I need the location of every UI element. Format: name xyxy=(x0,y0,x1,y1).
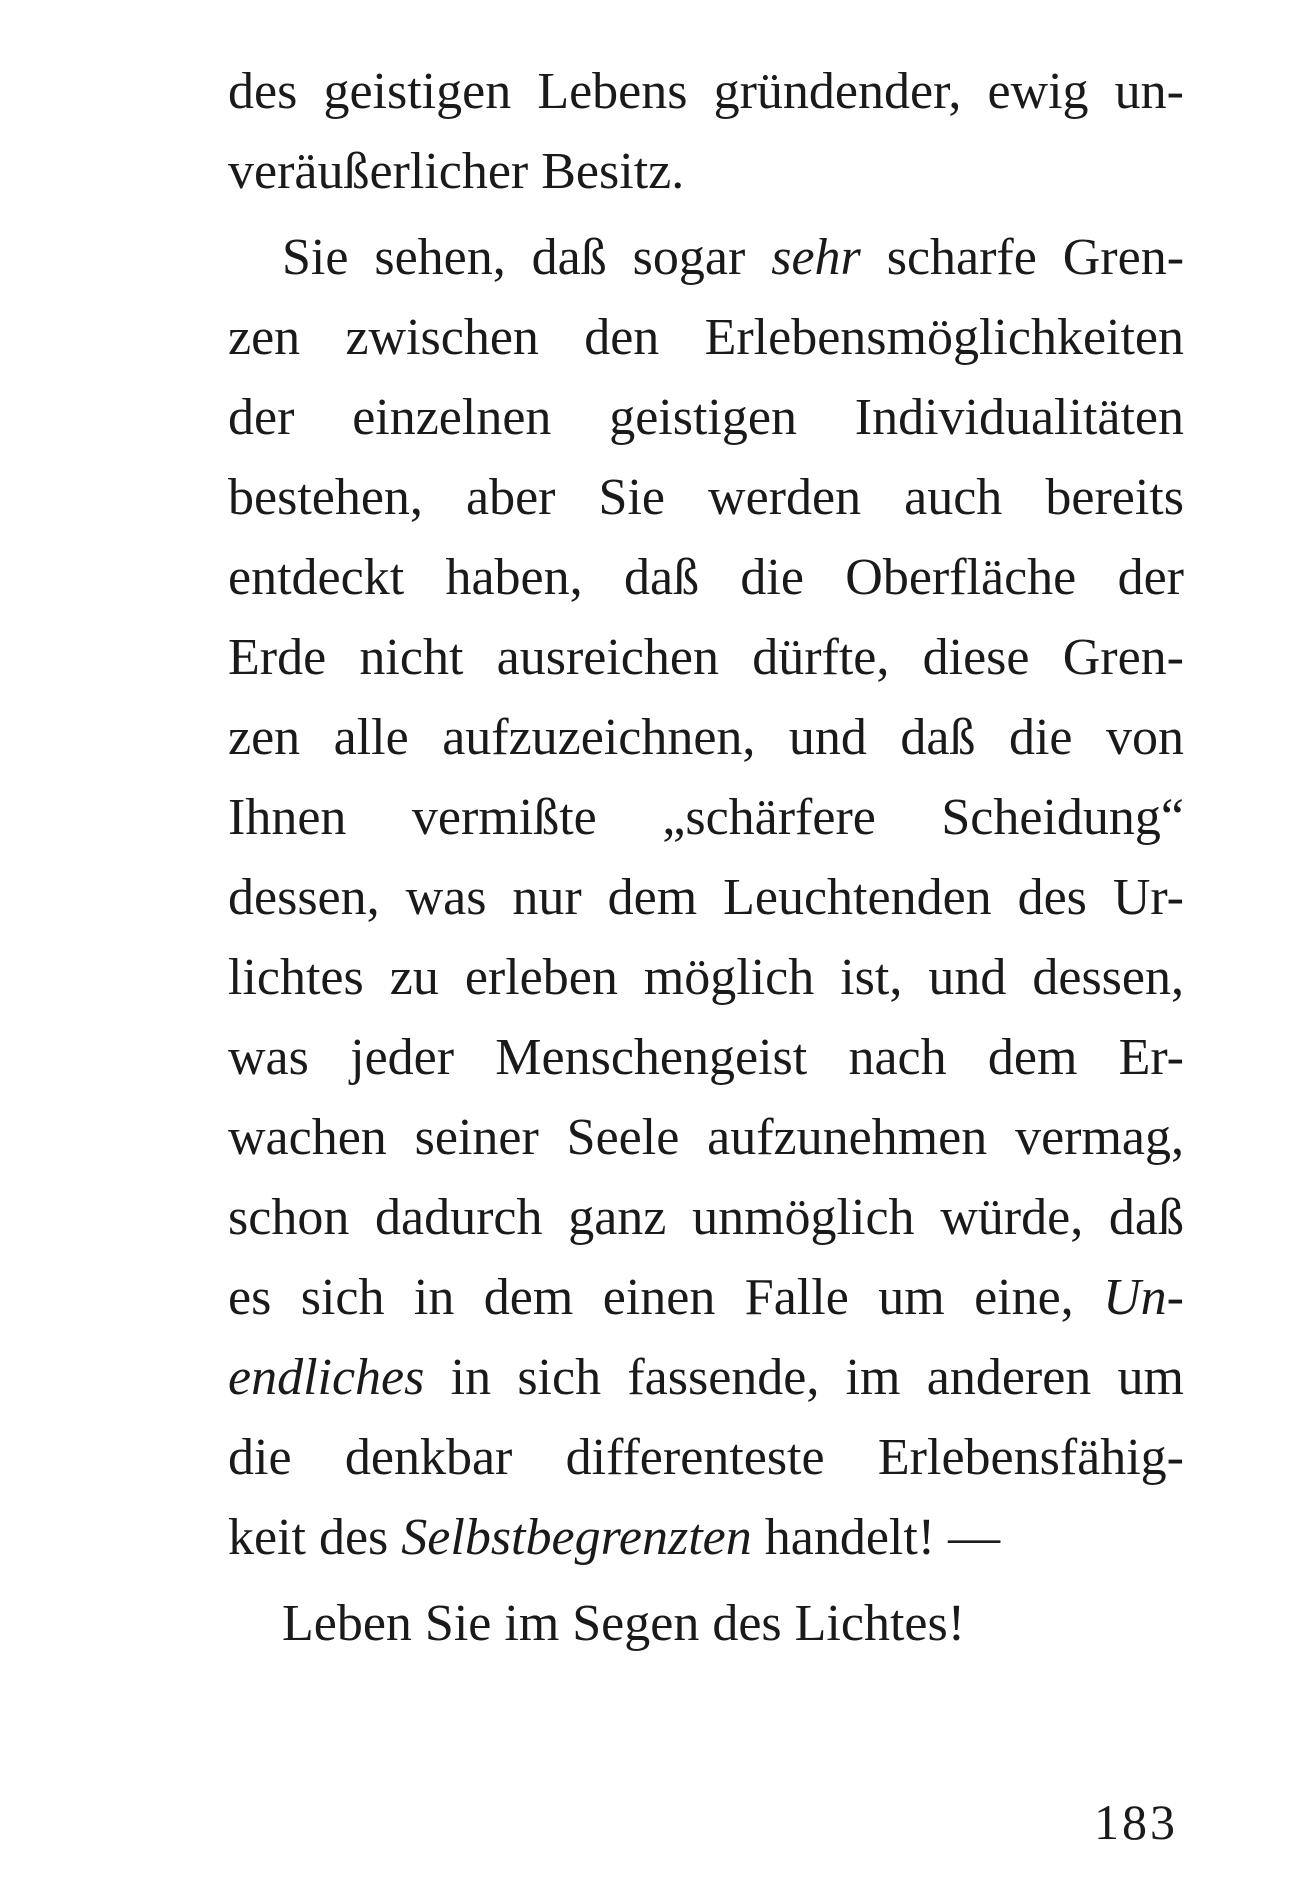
text-line xyxy=(228,132,1184,212)
text-segment: handelt! — xyxy=(751,1509,1001,1566)
text-line xyxy=(228,1018,1184,1098)
text-segment: der einzelnen geistigen Individualitäten xyxy=(228,389,1184,446)
text-segment: scharfe Gren- xyxy=(860,229,1185,286)
text-segment: zen zwischen den Erlebensmöglichkeiten xyxy=(228,309,1184,366)
text-line xyxy=(228,1418,1184,1498)
text-line xyxy=(228,378,1184,458)
text-segment: in sich fassende, im anderen um xyxy=(424,1349,1184,1406)
text-line xyxy=(282,218,1184,298)
text-segment: des geistigen Lebens gründender, ewig un- xyxy=(228,63,1184,120)
text-line xyxy=(228,618,1184,698)
text-line xyxy=(228,1338,1184,1418)
text-line xyxy=(228,778,1184,858)
text-segment: lichtes zu erleben möglich ist, und dessen, xyxy=(228,949,1184,1006)
text-segment: dessen, was nur dem Leuchtenden des Ur- xyxy=(228,869,1184,926)
text-segment: Erde nicht ausreichen dürfte, diese Gren- xyxy=(228,629,1184,686)
text-segment: die denkbar differenteste Erlebensfähig- xyxy=(228,1429,1184,1486)
emphasis-text: sehr xyxy=(771,229,861,286)
text-line xyxy=(228,698,1184,778)
text-segment: schon dadurch ganz unmöglich würde, daß xyxy=(228,1189,1184,1246)
text-segment: entdeckt haben, daß die Oberfläche der xyxy=(228,549,1184,606)
text-line xyxy=(228,1258,1184,1338)
text-line xyxy=(228,298,1184,378)
text-segment: keit des xyxy=(228,1509,402,1566)
text-segment: es sich in dem einen Falle um eine, xyxy=(228,1269,1104,1326)
page-number: 183 xyxy=(1094,1794,1178,1850)
text-line xyxy=(228,1098,1184,1178)
emphasis-text: Un- xyxy=(1103,1269,1184,1326)
text-line xyxy=(228,538,1184,618)
text-line xyxy=(228,1498,1184,1578)
text-segment: bestehen, aber Sie werden auch bereits xyxy=(228,469,1184,526)
text-segment: was jeder Menschengeist nach dem Er- xyxy=(228,1029,1184,1086)
text-segment: wachen seiner Seele aufzunehmen vermag, xyxy=(228,1109,1184,1166)
text-segment: veräußerlicher Besitz. xyxy=(228,143,685,200)
text-line xyxy=(228,1178,1184,1258)
text-line xyxy=(228,458,1184,538)
text-segment: Sie sehen, daß sogar xyxy=(282,229,772,286)
text-line xyxy=(228,52,1184,132)
emphasis-text: endliches xyxy=(228,1349,425,1406)
text-segment: Leben Sie im Segen des Lichtes! xyxy=(282,1595,966,1652)
text-line xyxy=(282,1584,1184,1664)
emphasis-text: Selbstbegrenzten xyxy=(401,1509,752,1566)
text-line xyxy=(228,858,1184,938)
text-line xyxy=(228,938,1184,1018)
text-segment: zen alle aufzuzeichnen, und daß die von xyxy=(228,709,1184,766)
text-segment: Ihnen vermißte „schärfere Scheidung“ xyxy=(228,789,1184,846)
